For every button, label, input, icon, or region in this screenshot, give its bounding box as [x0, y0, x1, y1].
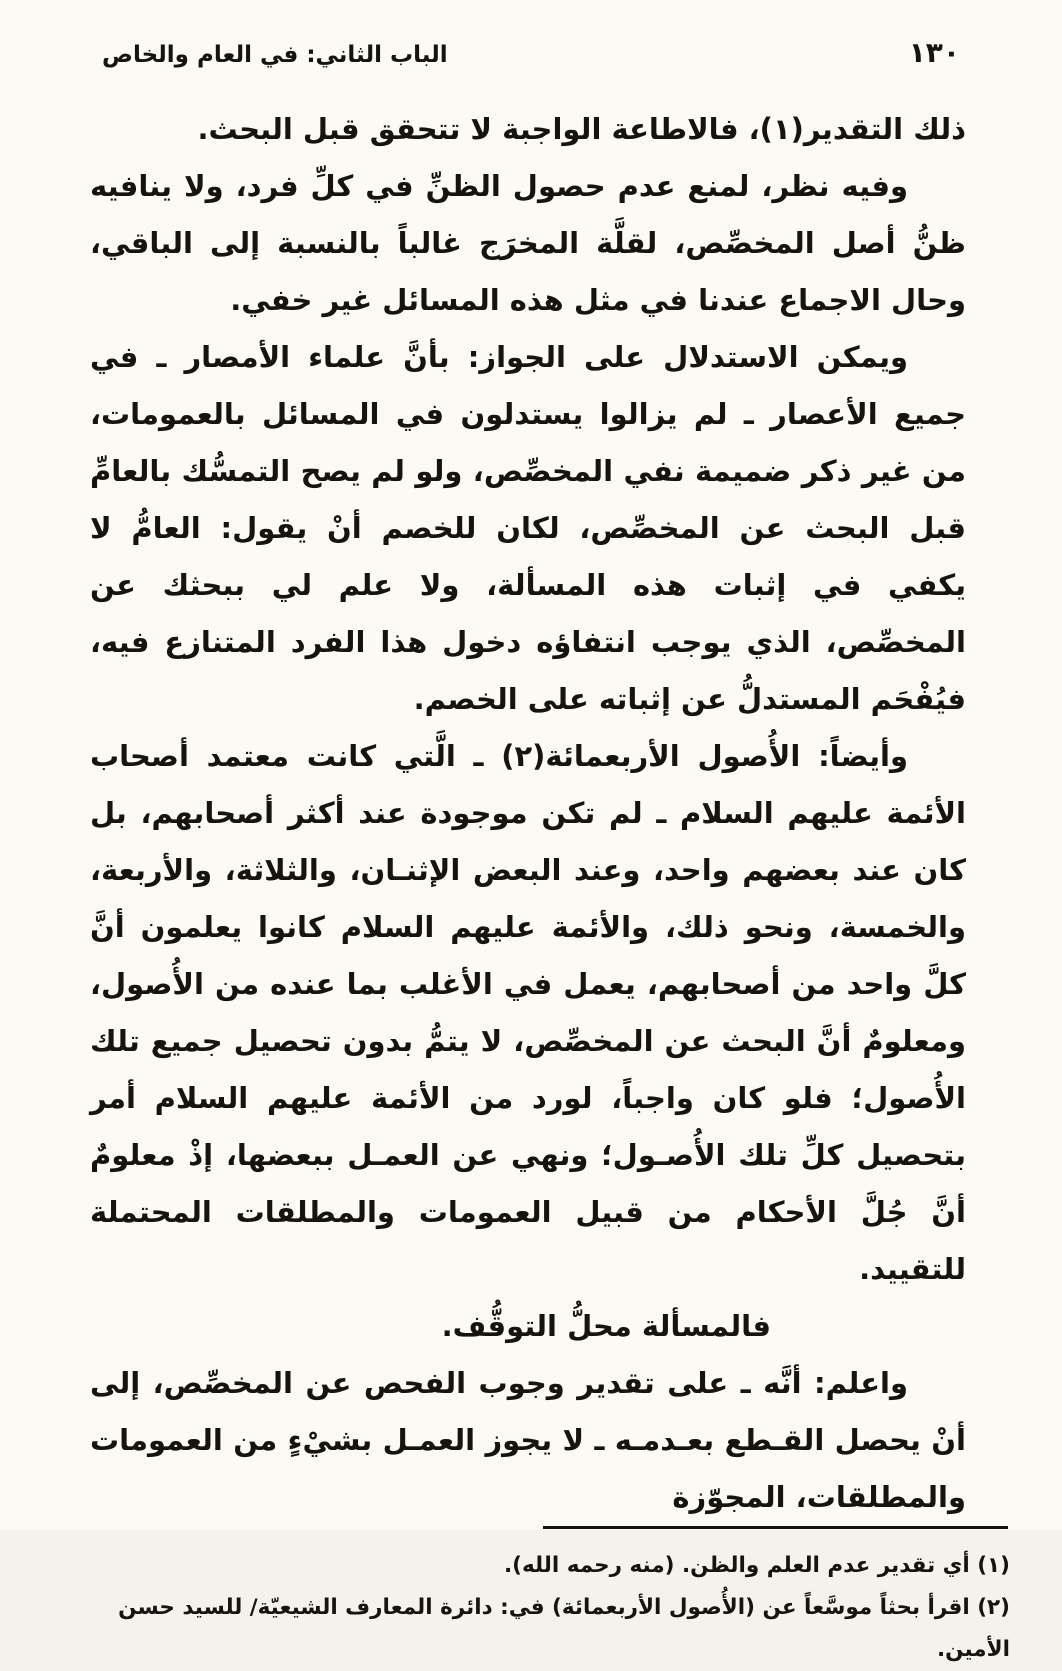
- footnote-separator: [543, 1526, 1008, 1529]
- paragraph: ذلك التقدير(١)، فالاطاعة الواجبة لا تتحقق قبل البحث.: [197, 112, 966, 146]
- paragraph: ويمكن الاستدلال على الجواز: بأنَّ علماء الأمصار ـ في جميع الأعصار ـ لم يزالوا يستدلون في المسائل بالعمومات، من غير ذكر ضميمة نفي المخصِّص، ولو لم يصح التمسُّك بالعامِّ قبل البحث عن المخصِّص، لكان للخصم أنْ يقول: العامُّ لا يكفي في إثبات هذه المسألة، ولا علم لي ببحثك عن المخصِّص، الذي يوجب انتفاؤه دخول هذا الفرد المتنازع فيه، فيُفْحَم المستدلُّ عن إثباته على الخصم.: [90, 340, 966, 716]
- paragraph: وفيه نظر، لمنع عدم حصول الظنِّ في كلِّ فرد، ولا ينافيه ظنُّ أصل المخصِّص، لقلَّة المخرَج غالباً بالنسبة إلى الباقي، وحال الاجماع عندنا في مثل هذه المسائل غير خفي.: [90, 169, 966, 317]
- page-number: ١٣٠: [908, 36, 960, 69]
- body-text: [90, 101, 966, 1526]
- footnote-area: [84, 1526, 1010, 1671]
- chapter-title: الباب الثاني: في العام والخاص: [102, 42, 448, 68]
- footnote: (٢) اقرأ بحثاً موسَّعاً عن (الأُصول الأربعمائة) في: دائرة المعارف الشيعيّة/ للسيد حسن الأمين.: [118, 1595, 1010, 1662]
- paragraph: وأيضاً: الأُصول الأربعمائة(٢) ـ الَّتي كانت معتمد أصحاب الأئمة عليهم السلام ـ لم تكن موجودة عند أكثر أصحابهم، بل كان عند بعضهم واحد، وعند البعض الإثنـان، والثلاثة، والأربعة، والخمسة، ونحو ذلك، والأئمة عليهم السلام كانوا يعلمون أنَّ كلَّ واحد من أصحابهم، يعمل في الأغلب بما عنده من الأُصول، ومعلومٌ أنَّ البحث عن المخصِّص، لا يتمُّ بدون تحصيل جميع تلك الأُصول؛ فلو كان واجباً، لورد من الأئمة عليهم السلام أمر بتحصيل كلِّ تلك الأُصـول؛ ونهي عن العمـل ببعضها، إذْ معلومٌ أنَّ جُلَّ الأحكام من قبيل العمومات والمطلقات المحتملة للتقييد.: [90, 739, 966, 1286]
- paragraph: فالمسألة محلُّ التوقُّف.: [441, 1309, 771, 1343]
- footnote: (١) أي تقدير عدم العلم والظن. (منه رحمه الله).: [503, 1553, 1010, 1578]
- paragraph: واعلم: أنَّه ـ على تقدير وجوب الفحص عن المخصِّص، إلى أنْ يحصل القـطع بعـدمـه ـ لا يجوز العمـل بشيْءٍ من العمومات والمطلقات، المجوّزة: [90, 1366, 966, 1514]
- page-header: [102, 36, 960, 69]
